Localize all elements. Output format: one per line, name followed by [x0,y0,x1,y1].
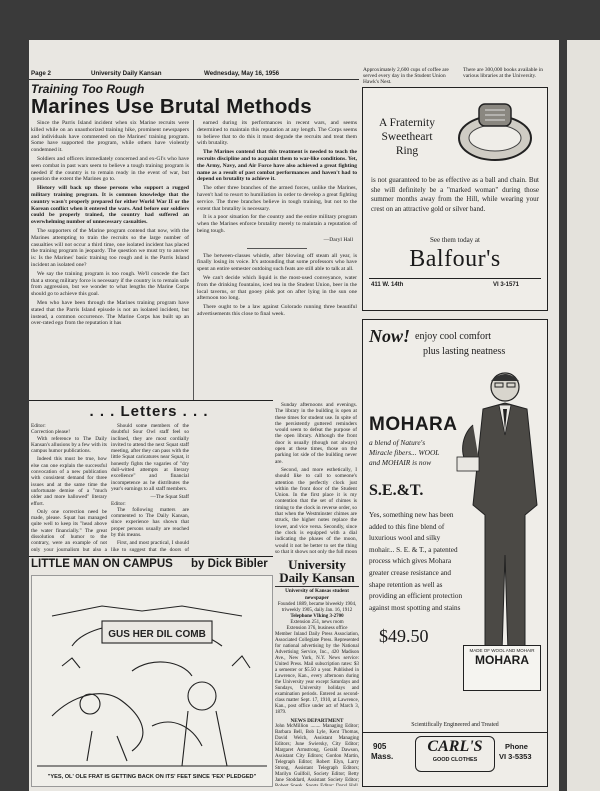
label-brand: MOHARA [475,653,529,667]
paragraph: The following matters are commented to The Daily Kansan, since experience has shown that proper persons usually are reached by this means. [111,506,189,539]
masthead-line: Extension 251, news room [290,619,344,625]
ad-balfour-phone: VI 3-1571 [493,282,520,288]
paragraph: First, and most practical, I should like to suggest that the doors of [111,540,189,553]
filler-coffee: Approximately 2,600 cups of coffee are served every day in the Student Union Hawk's Nest. [363,67,449,86]
paragraph: We can't decide which liquid is the most-used conveyance, water from the drinking fountains, iced tea in the Student Union, beer in the local taverns, or that gooey pink pot on after lying in the sun one afternoon too long. [197,274,357,302]
ad-mohara-se: S.E.&T. [369,482,424,499]
ad-mohara-addr2: Mass. [371,752,394,761]
paragraph: earned during its performances in recent wars, and seems determined to maintain this reputation at any length. The Corps seems to believe that to do this it must degrade the recruits and treat them with brutality. [197,120,357,147]
masthead-sub: University of Kansas student newspaper [285,588,349,601]
cartoon-illustration [32,576,272,776]
cartoon-panel [31,575,273,787]
ad-balfour-brand: Balfour's [409,246,501,272]
masthead-line: Member Inland Daily Press Association, Associated Collegiate Press. Represented for national advertising by the National Advertising Service, Inc., 420 Madison Ave., New York, N.Y. News service: United Press. Mail subscription rates: $3 a semester or $5.50 a year. Published in Lawrence, Kan., every afternoon during the University year except Saturdays and Sundays, University holidays and examination periods. Entered as second-class matter Sept. 17, 1910, at Lawrence, Kan., post office under act of March 3, 1879. [275,631,359,715]
paragraph: Editor: [111,500,126,507]
ad-mohara-phone-label: Phone [505,742,528,751]
ad-balfour-headline: A Fraternity Sweetheart Ring [379,117,435,157]
issue-date: Wednesday, May 16, 1956 [204,70,280,77]
editorial-col-1 [31,120,189,398]
ad-mohara-now: Now! [369,326,411,346]
letters-title: . . . Letters . . . [89,403,209,420]
paragraph: Since the Parris Island incident when six Marine recruits were killed while on an unauthorized training hike, prominent newspapers and individuals have commented on the Marines' training program. Some have supported the program, while others have violently condemned it. [31,120,189,154]
ad-mohara-brand: MOHARA [369,414,458,435]
paragraph: Only one correction need be made, please. Squat has managed quite well to keep its "head above the water financially." The great dissolution of humor to the contrary, were an example of not only your journalism but also a [31,508,107,553]
store-sub: GOOD CLOTHES [432,757,478,763]
paragraph: Sunday afternoons and evenings. The library in the building is open at these times for student use. In spite of the persistently guttered reminders would seem to defeat the purpose of the open library. Although the front door is usually (though not always) open at these times, those on the parking lot side of the building never are. [275,402,357,465]
paragraph: There ought to be a law against Colorado running three beautiful advertisements this close to final week. [197,304,357,317]
paragraph: With reference to The Daily Kansan's allusions by a few with its campus humor publications. [31,435,107,455]
paragraph: Indeed this must be true, how else can one explain the successful convocation of a new publication with consistent demand for three issues and at the same time the unfortunate demise of a "much older and more hallowed" literary effort. [31,456,107,507]
paragraph: History will back up those persons who support a rugged military training program. It is common knowledge that the country wasn't properly prepared for either World War II or the Korean conflict when it entered the wars. And before our soldiers could be properly trained, the country had suffered an overwhelming number of unnecessary casualties. [31,185,189,226]
paragraph: Second, and more esthetically, I should like to call to someone's attention the perfectly clock just within the front door of the Student Union. In the first place it is my contention that the set of chimes is timing to the clock in reverse order, so that when the Westminster chimes are struck, the higher notes replace the lower, and vice versa. Secondly, since the clock is equipped with a dial indicating the phases of the moon, would it not be better to set the thing so that it shows not only the full moon [275,466,357,555]
ad-mohara-label [463,645,541,691]
paragraph: The other three branches of the armed forces, unlike the Marines, haven't had to resort to humiliation in order to develop a great fighting service. The three branches believe in tough training, but not to the extent that brutality is necessary. [197,185,357,212]
paragraph: We say the training program is too rough. We'll concede the fact that a strong military force is necessary if the country is to remain safe from aggression, but we wonder to what lengths the Marine Corps should go to achieve this goal. [31,270,189,298]
paragraph: Should some members of the doubtful Sour Owl staff feel so inclined, they are most cordially invited to attend the next Squat staff meeting, after they can pass with the little Squat caricatures near Squat, it honestly fights the vagaries of "dry dull-witted attempts at literary excellence" and financial incompetence as he distributes the year's earnings to all staff members. [111,423,189,492]
masthead-name: University Daily Kansan [275,558,359,587]
paragraph: Correction please! [31,429,70,436]
page-header [29,70,359,79]
headline: Marines Use Brutal Methods [31,95,312,118]
cartoon-title: LITTLE MAN ON CAMPUS [31,558,173,570]
cartoon-caption: "YES, OL' OLE FRAT IS GETTING BACK ON ITS' FEET SINCE 'FEX' PLEDGED" [47,774,257,780]
paragraph: The supporters of the Marine program contend that now, with the Marines attempting to train the recruits so the large number of casualties will not occur a third time, one isolated incident has placed the training program in jeopardy. The question we must try to answer is: Is the Marines' basic training too rough and is the Parris Island incident an isolated one? [31,227,189,268]
masthead-line: Extension 376, business office [286,625,348,631]
ad-balfour-body: is not guaranteed to be as effective as a ball and chain. But she will definitely be a "marked woman" during those summer months away from the Hill, while wearing your crest on an attractive gold or silver band. [371,176,539,213]
paragraph: Men who have been through the Marines training program have stated that the Parris Island episode is not an isolated incident, but instead, a common occurrence. The Marine Corps has built up an over-rated ego from the reputation it has [31,299,189,327]
ad-mohara-price: $49.50 [379,626,429,646]
paragraph: Editor: [31,423,46,429]
letters-section [29,400,273,557]
paragraph: It is a poor situation for the country and the entire military program when the Marines enforce brutality merely to maintain a reputation of being tough. [197,214,357,234]
cartoon-header [31,558,271,574]
masthead-news: John McMillion ........ Managing Editor; Barbara Bell, Bob Lyle, Kent Thomas, David Welch, Assistant Managing Editors; June Swiersky, City Editor; Margaret Armstrong, Gerald Dawson, Assistant City Editors; Gordon Martin, Telegraph Editor; Robert Elyn, Larry Strong, Assistant Telegraph Editors; Marilyn Guilfoil, Society Editor; Betty Jane Stoddard, Assistant Society Editor; [275,724,359,784]
cartoon-sign: GUS HER DIL COMB [108,629,206,640]
paper-name: University Daily Kansan [91,70,162,77]
masthead-news-title: NEWS DEPARTMENT [290,717,344,724]
ad-mohara-addr1: 905 [373,742,387,751]
masthead-line: Founded 1889, became biweekly 1904, triweekly 1905, daily Jan. 16, 1912 [277,601,357,613]
editorial-signature: —Daryl Hall [323,236,353,243]
ad-mohara-body: Yes, something new has been added to this fine blend of luxurious wool and silky mohair... S. E. & T., a patented process which gives Mohara greater crease resistance and shape retention as well as providing an efficient protection against most spotting and stains [369,511,463,612]
ad-balfour-address: 411 W. 14th [371,282,404,288]
editorial-col-2 [197,120,357,400]
cartoon-byline: by Dick Bibler [191,558,268,570]
letters-col-2 [111,423,189,553]
paragraph: The Marines contend that this treatment is needed to teach the recruits discipline and to acquaint them to war-like conditions. Yet, the Army, Navy, and Air Force have also achieved a great fighting name as a result of past combat performances and haven't had to depend on brutality to achieve it. [197,149,357,183]
masthead-line: Telephone VIking 3-2700 [290,613,344,619]
ad-mohara [362,319,548,787]
ad-balfour [362,87,548,311]
ad-balfour-see: See them today at [430,236,480,244]
paragraph: The between-classes whistle, after blowing off steam all year, is finally losing its voice. It's astounding that some professors who have spent an entire semester outdoing such feats are still able to talk at all. [197,252,357,273]
ad-mohara-phone: VI 3-5353 [499,752,532,761]
letters-col-3 [275,402,357,555]
store-name: CARL'S [427,738,483,755]
filler-books: There are 300,000 books available in various libraries at the University. [463,67,543,80]
ad-mohara-tag1: enjoy cool comfort [415,331,492,342]
page-number: Page 2 [31,70,51,77]
label-text: MADE OF WOOL AND MOHAIR [469,648,535,653]
ad-mohara-footer: Scientifically Engineered and Treated [411,722,499,728]
paragraph: —The Squat Staff [150,494,189,501]
kicker: Training Too Rough [31,82,145,96]
ad-mohara-tag2: plus lasting neatness [423,346,506,357]
adjacent-page-edge [567,40,600,791]
masthead [275,558,359,786]
ring-illustration [449,92,541,172]
newspaper-page [29,40,559,791]
letters-col-1 [31,423,107,553]
ad-mohara-desc: a blend of Nature's Miracle fibers... WOOL and MOHAIR is now [369,438,440,467]
paragraph: Soldiers and officers immediately concerned and ex-GI's who have seen combat in past wars seem to believe a tough training program is needed if the country is to remain ready in the event of war, but question the extent the Marines go to. [31,155,189,183]
ad-mohara-store [415,736,495,772]
